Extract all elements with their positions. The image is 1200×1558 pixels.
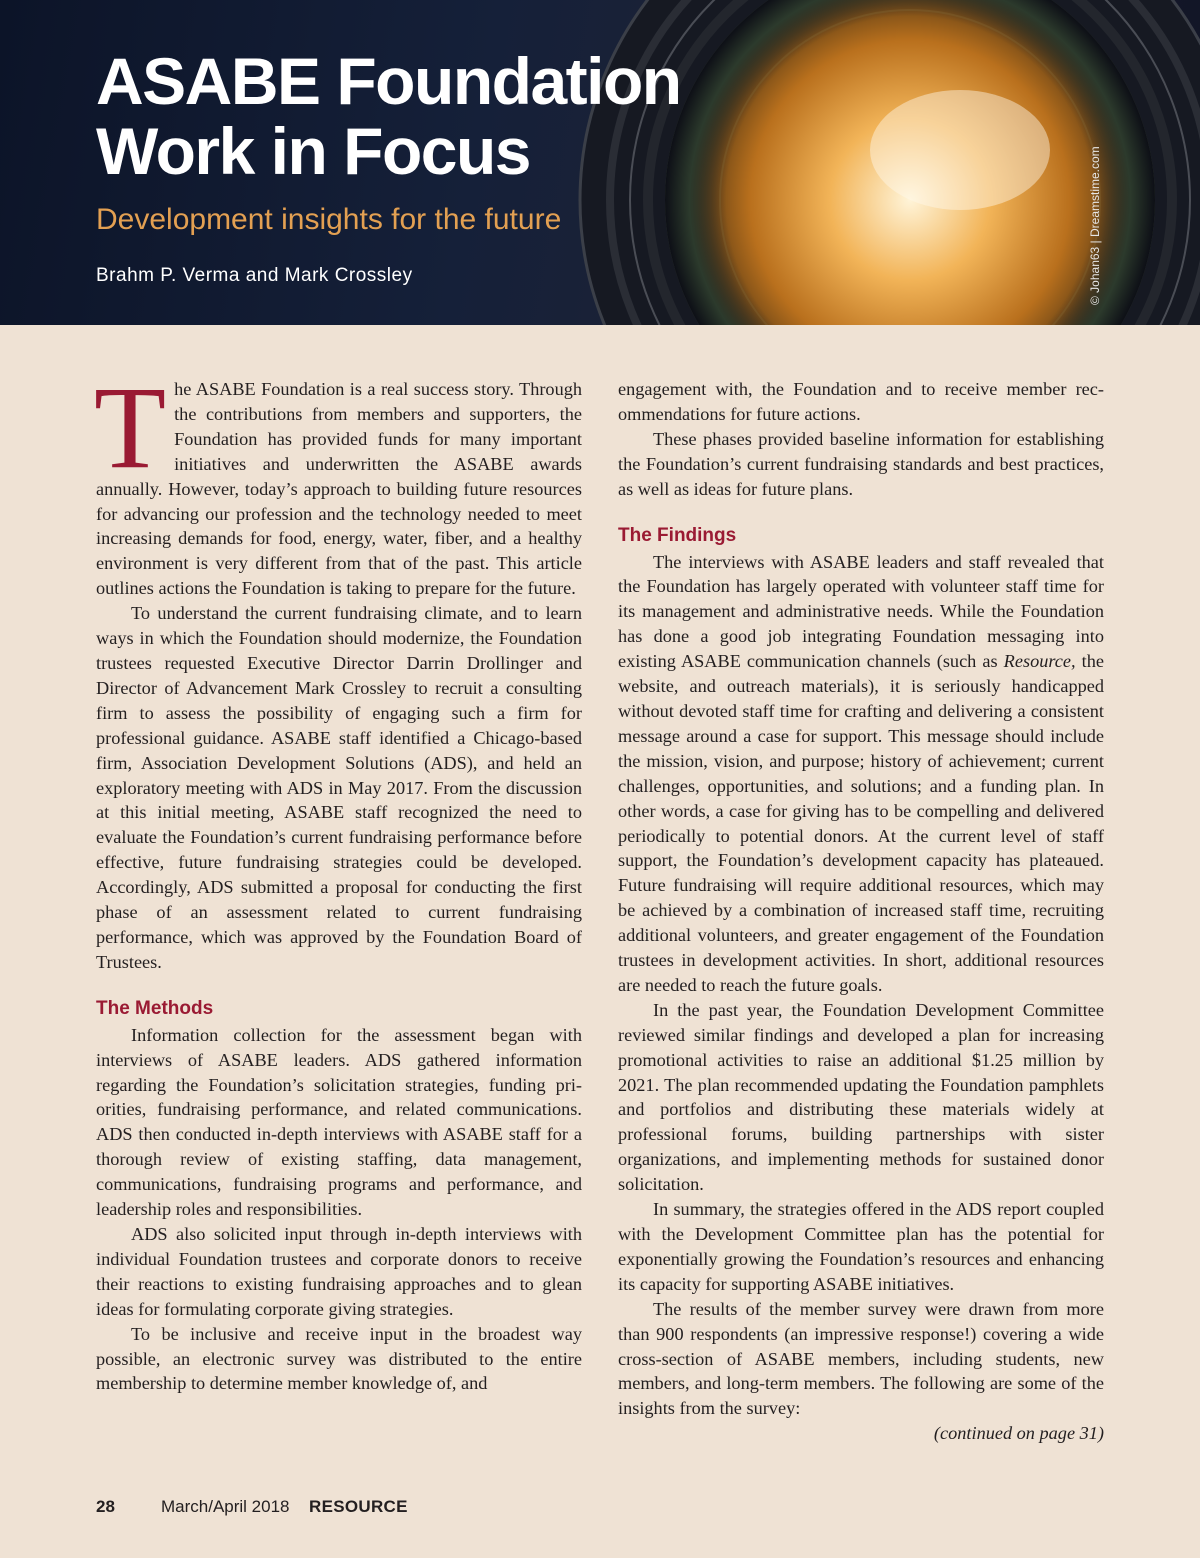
article-paragraph [618, 550, 1104, 998]
publication-name: Resource, [1003, 651, 1076, 672]
magazine-name: RESOURCE [309, 1497, 408, 1516]
article-paragraph: These phases provided baseline information for establishing the Foundation’s current fundraising standards and best practices, as well as ideas for future plans. [618, 428, 1104, 499]
page-number: 28 [96, 1497, 115, 1516]
paragraph-text: he ASABE Foundation is a real success story. Through the contributions from members and supporters, the Foundation has provided funds for many important initiatives and underwritten the ASABE awards annually. However, today’s approach to building future resources for advancing our profession and the technology needed to meet increasing demands for food, energy, water, fiber, and a healthy environment is very different from that of the past. This article outlines actions the Foundation is taking to prepare for the future. [96, 379, 582, 599]
article-paragraph: In summary, the strategies offered in the ADS report coupled with the Development Committee plan has the potential for exponentially growing the Foundation’s resources and enhancing its capacity for supporting ASABE initiatives. [618, 1199, 1104, 1294]
section-heading-findings: The Findings [618, 524, 737, 546]
article-paragraph [94, 362, 582, 601]
paragraph-text: The interviews with ASABE leaders and staff revealed that the Foundation has largely operated with volunteer staff time for its management and administrative needs. While the Foundation has done a good job integrating Foundation messaging into existing ASABE communication channels (such as [618, 551, 1104, 672]
paragraph-text: the website, and outreach materials), it is seriously handicapped without devoted staff time for crafting and delivering a consistent message around a case for support. This message should include the mission, vision, and purpose; history of achievement; current challenges, opportunities, and solutions; and a funding plan. In other words, a case for giving has to be compelling and delivered periodically to potential donors. At the current level of staff support, the Foundation’s development capacity has plateaued. Future fundraising will require additional resources, which may be achieved by a combination of increased staff time, recruiting additional volunteers, and greater engagement of the Foundation trustees in development activities. In short, additional resources are needed to reach the future goals. [618, 651, 1104, 995]
header-banner [0, 0, 1200, 325]
title-line-1: ASABE Foundation [96, 44, 681, 118]
article-title [96, 46, 856, 186]
article-paragraph: engagement with, the Foundation and to receive member recommendations for future actions. [618, 379, 1104, 424]
article-subtitle: Development insights for the future [96, 203, 562, 236]
article-paragraph: ADS also solicited input through in-depth interviews with individual Foundation trustees and corporate donors to receive their reactions to existing fundraising approaches and to glean ideas for formulating corporate giving strategies. [96, 1224, 582, 1319]
continued-note: (continued on page 31) [933, 1423, 1104, 1444]
article-column-right [618, 377, 1104, 1446]
article-authors: Brahm P. Verma and Mark Crossley [96, 265, 413, 286]
article-paragraph: To be inclusive and receive input in the broadest way possible, an electronic survey was distributed to the entire membership to determine member knowledge of, and [96, 1323, 582, 1394]
article-paragraph: To understand the current fundraising climate, and to learn ways in which the Foundation should modernize, the Foundation trustees requested Executive Director Darrin Drollinger and Director of Advancement Mark Crossley to recruit a consulting firm to assess the possibility of engaging such a firm for professional guidance. ASABE staff identified a Chicago-based firm, Association Development Solutions (ADS), and held an exploratory meeting with ADS in May 2017. From the discussion at this initial meeting, ASABE staff recognized the need to evaluate the Foundation’s current fundraising performance before effective, future fundraising strategies could be developed. Accordingly, ADS submitted a proposal for conducting the first phase of an assessment related to current fundraising performance, which was approved by the Foundation Board of Trustees. [96, 603, 582, 972]
issue-date: March/April 2018 [161, 1497, 290, 1516]
drop-cap: T [94, 362, 167, 493]
article-column-left [94, 362, 582, 1396]
article-paragraph: In the past year, the Foundation Development Committee reviewed similar findings and developed a plan for increasing promotional activities to raise an additional $1.25 million by 2021. The plan recommended updating the Foundation pamphlets and portfolios and distributing these materials widely at professional forums, building partnerships with sister organizations, and implementing methods for sustained donor solicitation. [618, 999, 1104, 1195]
photo-credit: © Johan63 | Dreamstime.com [1088, 146, 1102, 305]
section-heading-methods: The Methods [96, 997, 214, 1019]
article-paragraph: Information collection for the assessment began with interviews of ASABE leaders. ADS gathered information regarding the Foundation’s solicitation strategies, funding priorities, fundraising performance, and related communications. ADS then conducted in-depth interviews with ASABE staff for a thorough review of existing staffing, data management, communications, fundraising programs and performance, and leadership roles and responsibilities. [96, 1024, 582, 1220]
article-paragraph: The results of the member survey were drawn from more than 900 respondents (an impressive response!) covering a wide cross-section of ASABE members, including students, new members, and long-term members. The following are some of the insights from the survey: [618, 1298, 1104, 1419]
title-line-2: Work in Focus [96, 114, 530, 188]
